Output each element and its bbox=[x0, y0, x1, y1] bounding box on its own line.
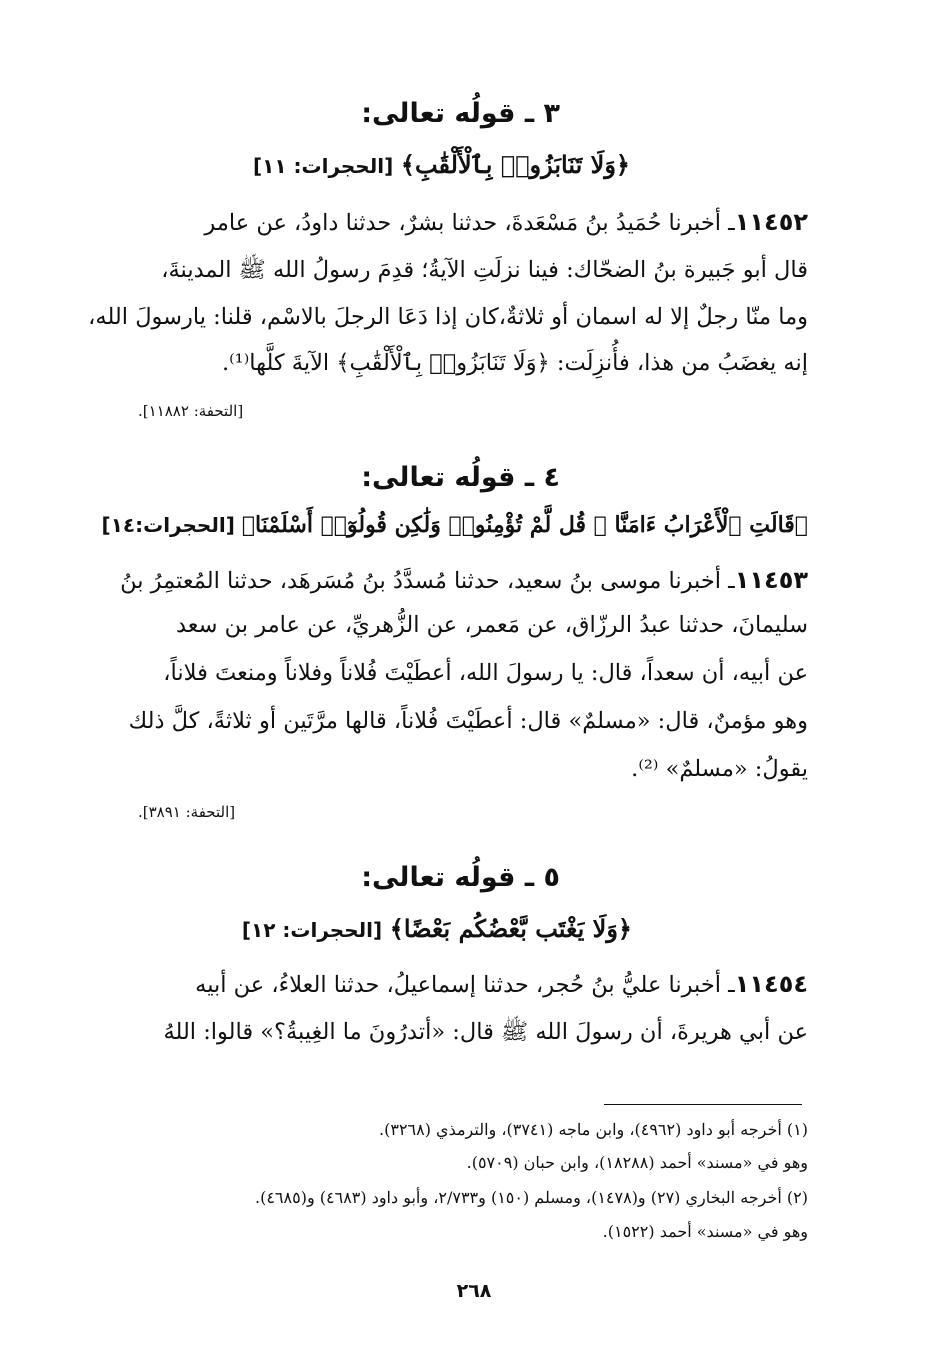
hadith-line: عن أبي هريرةَ، أن رسولَ الله ﷺ قال: «أتدرُونَ ما الغِيبةُ؟» قالوا: اللهُ bbox=[163, 1019, 808, 1045]
footnote: (١) أخرجه أبو داود (٤٩٦٢)، وابن ماجه (٣٧٤١)، والترمذي (٣٢٦٨). bbox=[379, 1120, 808, 1139]
hadith-text: ـ أخبرنا موسى بنُ سعيد، حدثنا مُسدَّدُ بنُ مُسَرهَد، حدثنا المُعتمِرُ بنُ bbox=[120, 568, 735, 594]
verse-reference: [الحجرات:١٤] bbox=[101, 513, 235, 537]
verse-line bbox=[242, 914, 632, 943]
hadith-line: يقولُ: «مسلمٌ» ⁽²⁾. bbox=[631, 756, 808, 782]
hadith-line: عن أبيه، أن سعداً، قال: يا رسولَ الله، أعطَيْتَ فُلاناً وفلاناً ومنعتَ فلاناً، bbox=[163, 660, 808, 686]
verse-reference: [الحجرات: ١١] bbox=[252, 154, 394, 178]
verse-text: ﴿وَلَا يَغْتَب بَّعْضُكُم بَعْضًا﴾ bbox=[389, 914, 632, 943]
hadith-line: سليمانَ، حدثنا عبدُ الرزّاق، عن مَعمر، عن الزُّهريِّ، عن عامر بن سعد bbox=[176, 612, 808, 638]
hadith-line: قال أبو جَبيرة بنُ الضحّاك: فينا نزلَتِ الآيةُ؛ قدِمَ رسولُ الله ﷺ المدينةَ، bbox=[161, 257, 808, 283]
hadith-number: ١١٤٥٤ bbox=[734, 970, 808, 998]
hadith-line bbox=[204, 208, 808, 236]
hadith-line bbox=[195, 970, 808, 998]
section-heading: ٣ ـ قولُه تعالى: bbox=[361, 98, 560, 129]
verse-text: ﴿قَالَتِ ٱلْأَعْرَابُ ءَامَنَّا ۖ قُل لَّمْ تُؤْمِنُوا۟ وَلَٰكِن قُولُوٓا۟ أَسْلَمْنَا﴾ bbox=[241, 512, 808, 538]
footnote: وهو في «مسند» أحمد (١٨٢٨٨)، وابن حبان (٥٧٠٩). bbox=[466, 1153, 808, 1172]
hadith-line: وما منّا رجلٌ إلا له اسمان أو ثلاثةٌ،كان إذا دَعَا الرجلَ بالاسْم، قلنا: يارسولَ الله، bbox=[88, 304, 808, 330]
hadith-line bbox=[120, 566, 808, 594]
hadith-line: وهو مؤمنٌ، قال: «مسلمٌ» قال: أعطَيْتَ فُلاناً، قالها مرَّتَين أو ثلاثةً، كلَّ ذلك bbox=[128, 708, 808, 734]
verse-line bbox=[102, 512, 808, 538]
tuhfa-reference: [التحفة: ١١٨٨٢]. bbox=[138, 402, 244, 420]
footnote-divider bbox=[604, 1104, 802, 1105]
footnote: وهو في «مسند» أحمد (١٥٢٢). bbox=[602, 1222, 808, 1241]
hadith-number: ١١٤٥٣ bbox=[734, 566, 808, 594]
hadith-text: ـ أخبرنا حُمَيدُ بنُ مَسْعَدةَ، حدثنا بشرٌ، حدثنا داودُ، عن عامر bbox=[204, 210, 735, 236]
footnote: (٢) أخرجه البخاري (٢٧) و(١٤٧٨)، ومسلم (١٥٠) و٢/٧٣٣، وأبو داود (٤٦٨٣) و(٤٦٨٥). bbox=[255, 1188, 808, 1207]
hadith-number: ١١٤٥٢ bbox=[734, 208, 808, 236]
section-heading: ٤ ـ قولُه تعالى: bbox=[361, 462, 560, 493]
hadith-line: إنه يغضَبُ من هذا، فأُنزِلَت: ﴿وَلَا تَنَابَزُوا۟ بِٱلْأَلْقَٰبِ﴾ الآيةَ كلَّها⁽¹⁾. bbox=[221, 350, 808, 376]
tuhfa-reference: [التحفة: ٣٨٩١]. bbox=[138, 803, 236, 821]
page-number: ٢٦٨ bbox=[456, 1280, 492, 1302]
verse-text: ﴿وَلَا تَنَابَزُوا۟ بِٱلْأَلْقَٰبِ﴾ bbox=[400, 150, 630, 179]
hadith-text: ـ أخبرنا عليُّ بنُ حُجر، حدثنا إسماعيلُ، حدثنا العلاءُ، عن أبيه bbox=[195, 972, 735, 998]
verse-line bbox=[253, 150, 630, 179]
section-heading: ٥ ـ قولُه تعالى: bbox=[361, 862, 560, 893]
verse-reference: [الحجرات: ١٢] bbox=[241, 918, 383, 942]
